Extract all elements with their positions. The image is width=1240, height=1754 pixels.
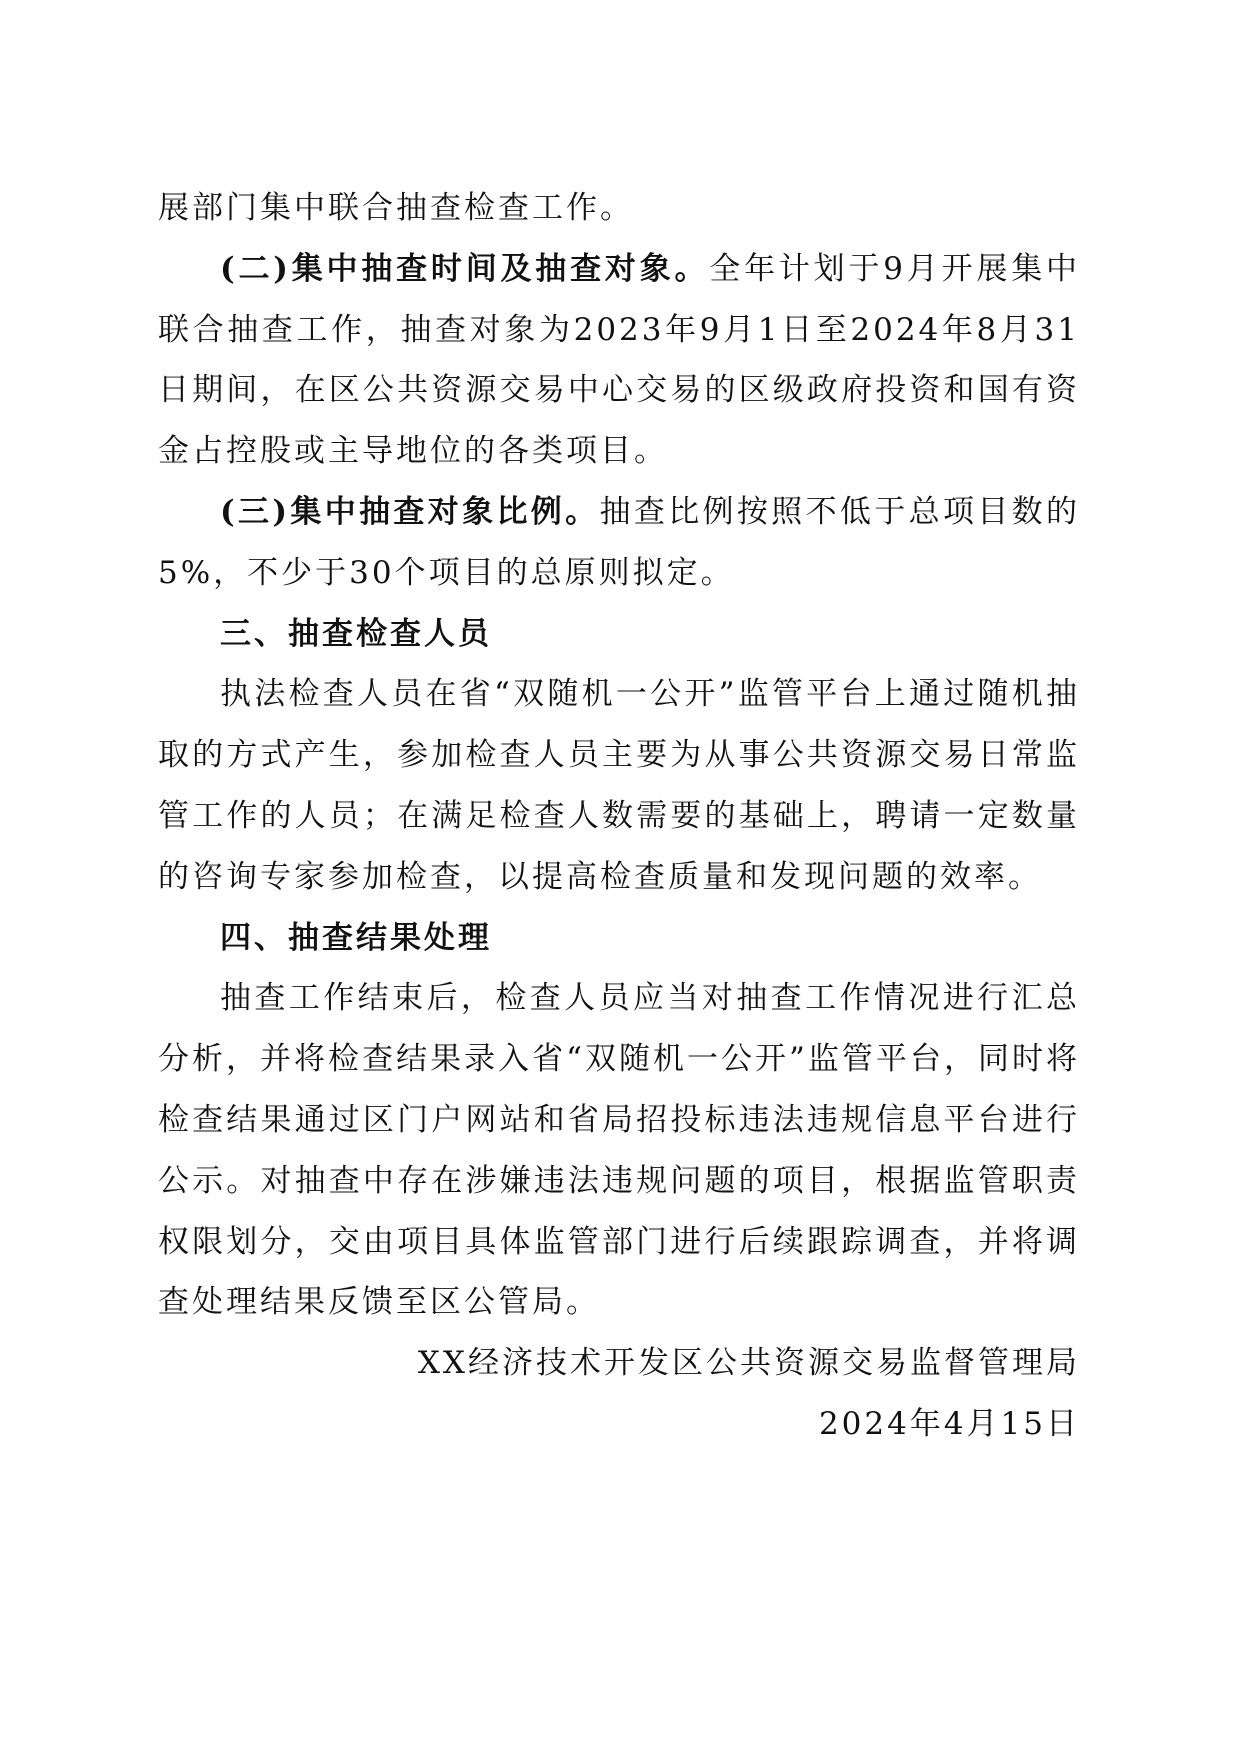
- paragraph-results: 抽查工作结束后，检查人员应当对抽查工作情况进行汇总分析，并将检查结果录入省“双随机一公开”监管平台，同时将检查结果通过区门户网站和省局招投标违法违规信息平台进行公示。对抽查中存在涉嫌违法违规问题的项目，根据监管职责权限划分，交由项目具体监管部门进行后续跟踪调查，并将调查处理结果反馈至区公管局。: [158, 980, 1080, 1321]
- signature-date: 2024年4月15日: [818, 1405, 1080, 1442]
- paragraph-ratio: [158, 482, 1080, 604]
- document-page: [158, 178, 1080, 1455]
- section-heading-4: 四、抽查结果处理: [220, 919, 492, 956]
- paragraph-continuation: 展部门集中联合抽查检查工作。: [158, 190, 634, 226]
- paragraph-text: 全年计划于9月开展集中联合抽查工作，抽查对象为2023年9月1日至2024年8月31日期间，在区公共资源交易中心交易的区级政府投资和国有资金占控股或主导地位的各类项目。: [158, 250, 1080, 470]
- paragraph-schedule: [158, 239, 1080, 482]
- paragraph-text: 抽查比例按照不低于总项目数的5%，不少于30个项目的总原则拟定。: [158, 493, 1080, 591]
- paragraph-personnel: 执法检查人员在省“双随机一公开”监管平台上通过随机抽取的方式产生，参加检查人员主要为从事公共资源交易日常监管工作的人员；在满足检查人数需要的基础上，聘请一定数量的咨询专家参加检查，以提高检查质量和发现问题的效率。: [158, 676, 1080, 895]
- signature-issuer: XX经济技术开发区公共资源交易监督管理局: [417, 1345, 1080, 1382]
- section-heading-3: 三、抽查检查人员: [220, 615, 492, 652]
- paragraph-lead: (二)集中抽查时间及抽查对象。: [220, 250, 710, 287]
- paragraph-lead: (三)集中抽查对象比例。: [220, 493, 600, 530]
